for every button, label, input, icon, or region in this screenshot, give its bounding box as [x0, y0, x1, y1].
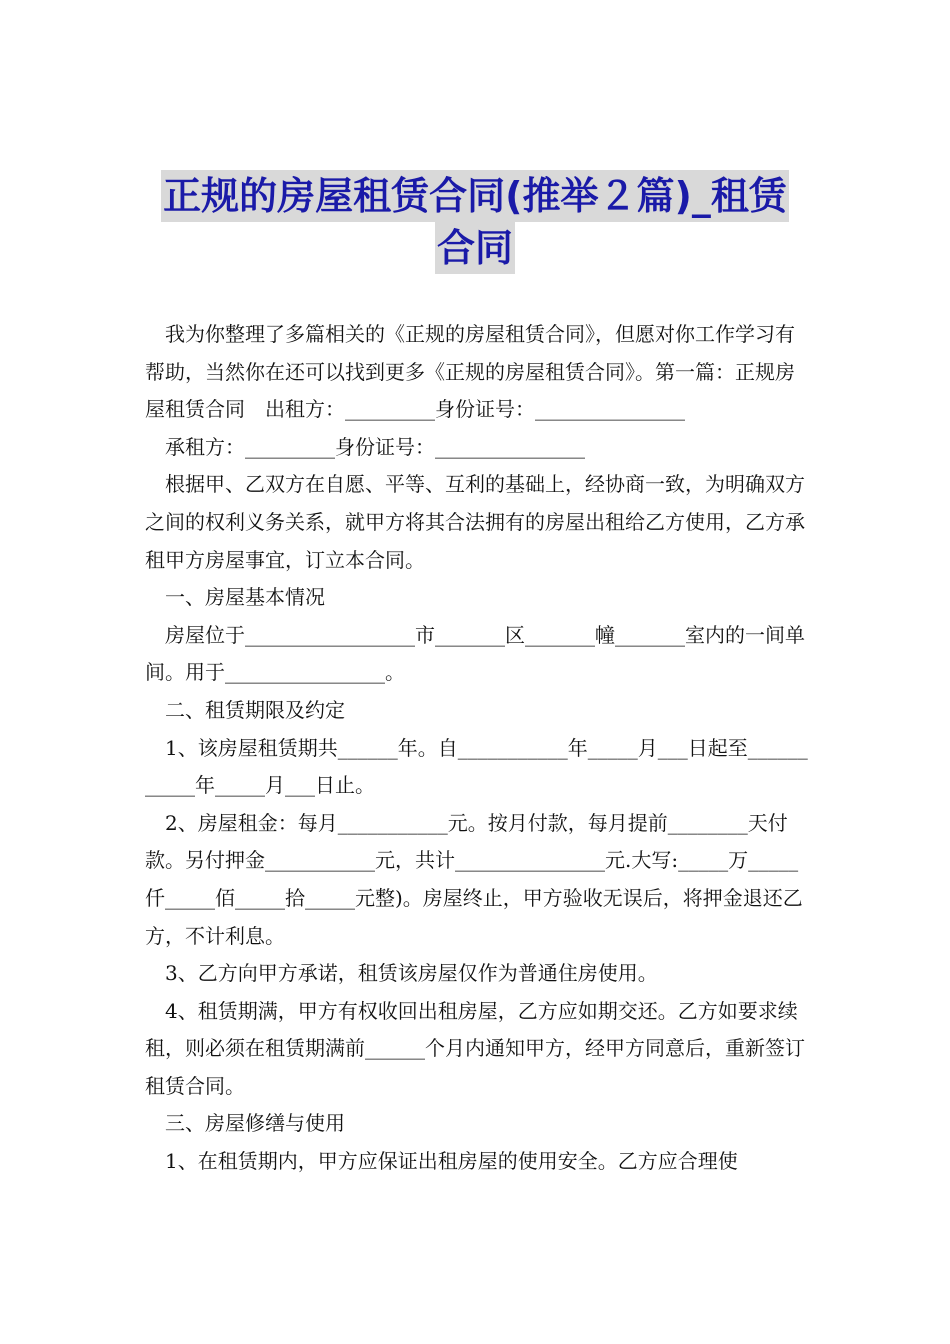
document-body [145, 316, 809, 1181]
rent-paragraph: 2、房屋租金：每月___________元。按月付款，每月提前________天付款。另付押金___________元，共计_______________元.大写:_____万_____仟_____佰_____拾_____元整)。房屋终止，甲方验收无误后，将押金退还乙方，不计利息。 [145, 810, 803, 948]
title-line-1: 正规的房屋租赁合同(推举２篇)_租赁 [161, 170, 789, 222]
section-heading-1: 一、房屋基本情况 [165, 585, 325, 610]
title-line-2: 合同 [435, 222, 515, 274]
intro-paragraph: 我为你整理了多篇相关的《正规的房屋租赁合同》，但愿对你工作学习有帮助，当然你在还可以找到更多《正规的房屋租赁合同》。第一篇：正规房屋租赁合同 出租方：_________身份证号：_______________ [145, 322, 795, 422]
section-heading-3: 三、房屋修缮与使用 [165, 1111, 345, 1136]
preamble-paragraph: 根据甲、乙双方在自愿、平等、互利的基础上，经协商一致，为明确双方之间的权利义务关系，就甲方将其合法拥有的房屋出租给乙方使用，乙方承租甲方房屋事宜，订立本合同。 [145, 472, 805, 572]
document-title [60, 170, 890, 274]
property-location-paragraph: 房屋位于_________________市_______区_______幢_______室内的一间单间。用于________________。 [145, 622, 805, 685]
tenant-line: 承租方：_________身份证号：_______________ [165, 434, 585, 459]
usage-commitment-paragraph: 3、乙方向甲方承诺，租赁该房屋仅作为普通住房使用。 [165, 961, 658, 986]
section-heading-2: 二、租赁期限及约定 [165, 697, 345, 722]
lease-expiry-paragraph: 4、租赁期满，甲方有权收回出租房屋，乙方应如期交还。乙方如要求续租，则必须在租赁期满前______个月内通知甲方，经甲方同意后，重新签订租赁合同。 [145, 998, 805, 1098]
lease-term-paragraph: 1、该房屋租赁期共______年。自___________年_____月___日起至___________年_____月___日止。 [145, 735, 808, 798]
repair-paragraph: 1、在租赁期内，甲方应保证出租房屋的使用安全。乙方应合理使 [165, 1149, 738, 1174]
